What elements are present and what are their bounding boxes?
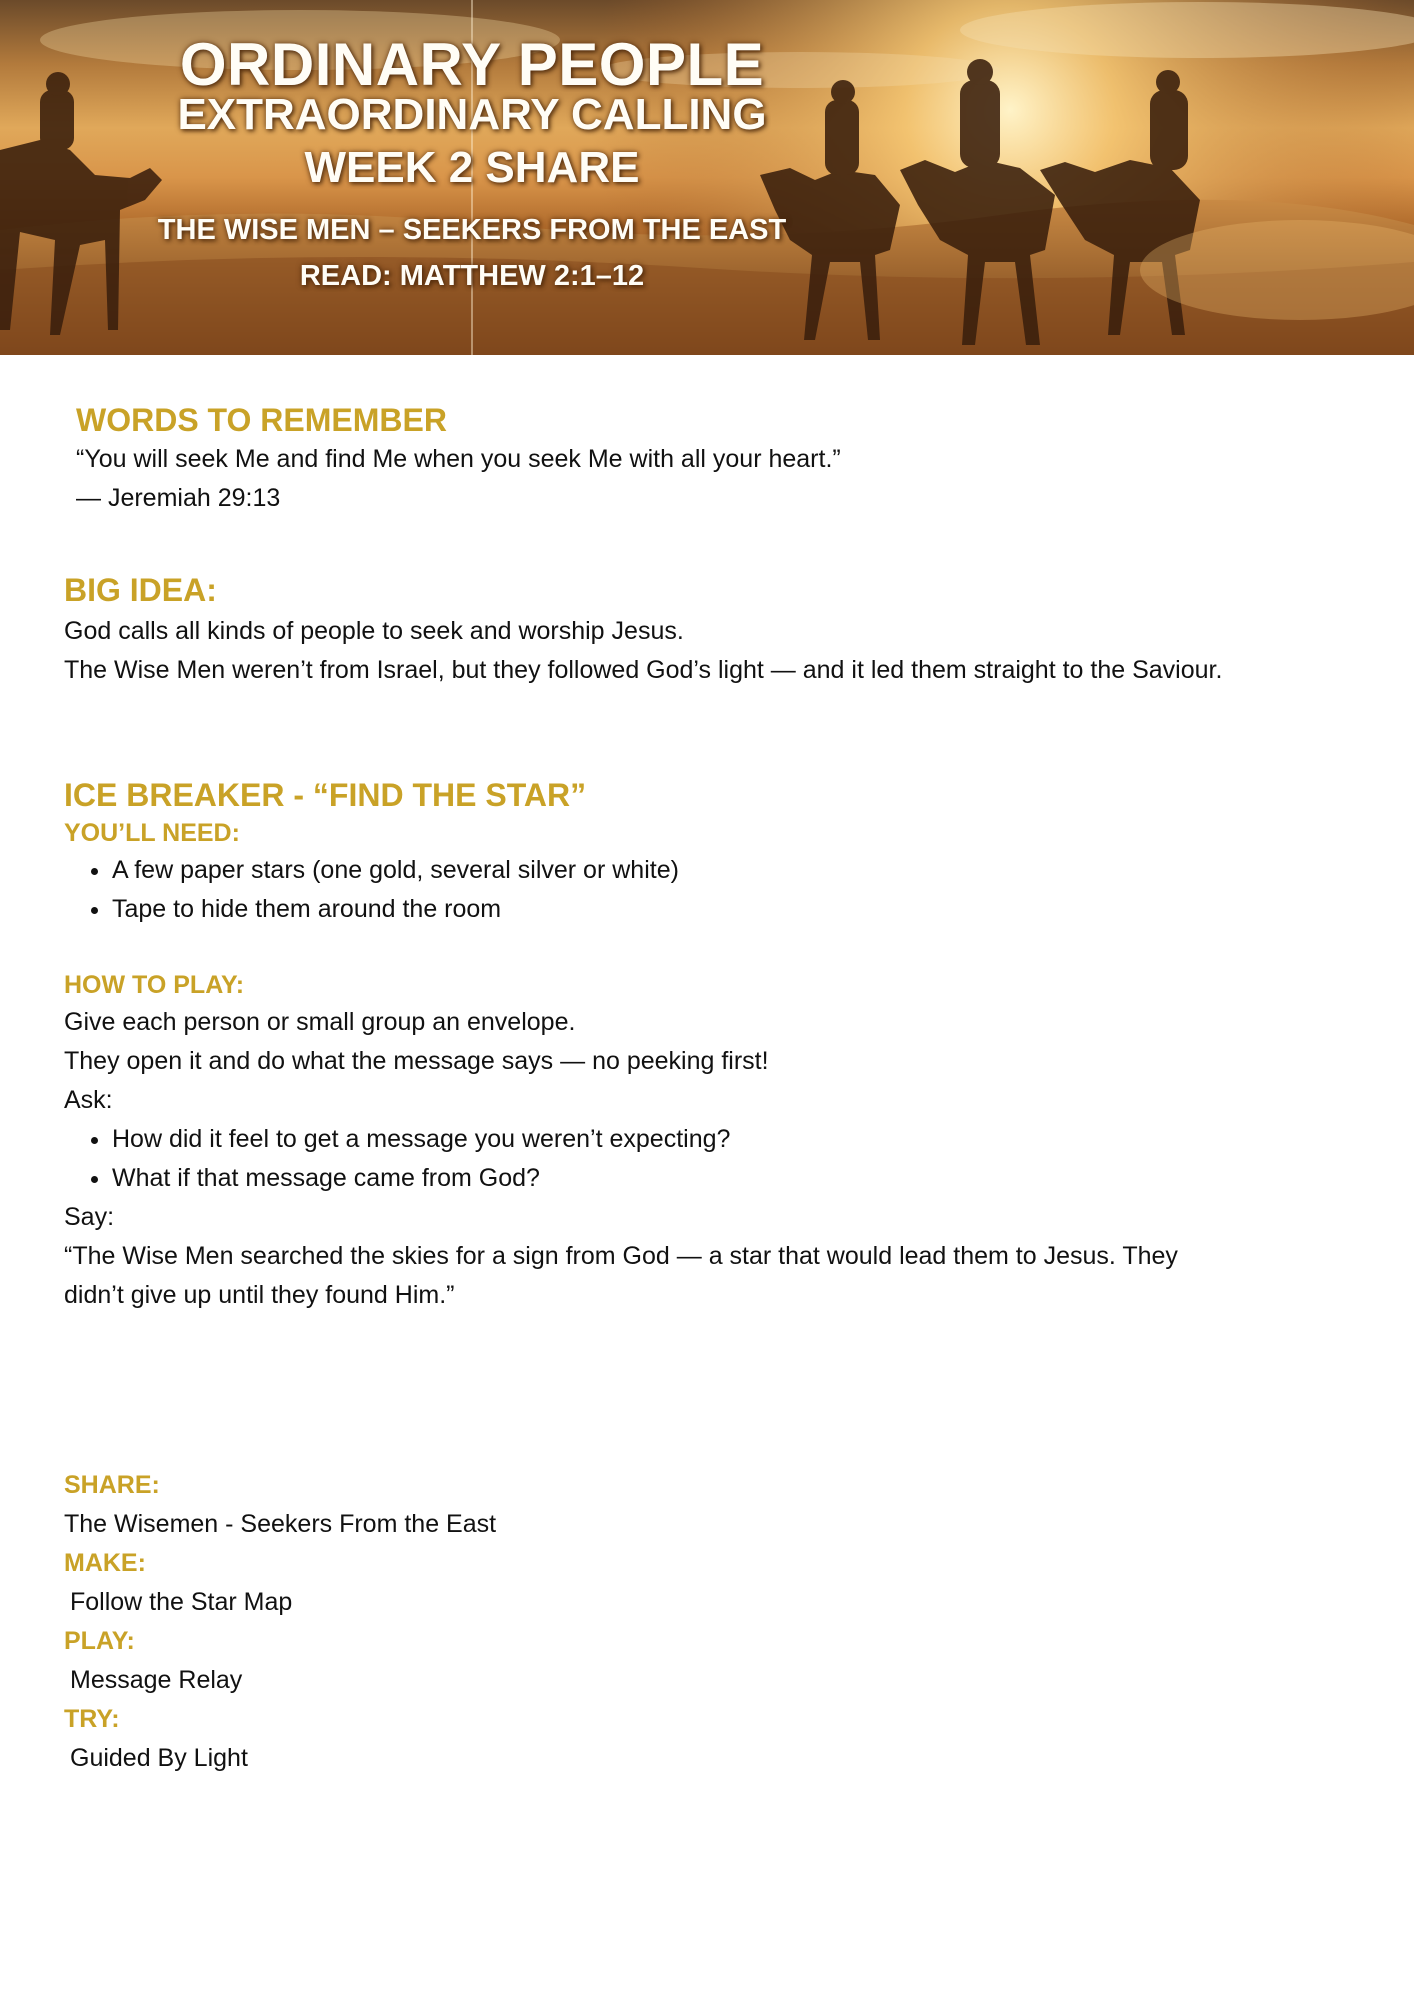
ask-label: Ask: [64,1086,113,1114]
how-to-play-line2: They open it and do what the message says — no peeking first! [64,1047,769,1075]
try-heading: TRY: [64,1705,120,1733]
banner-subtitle: THE WISE MEN – SEEKERS FROM THE EAST [157,214,787,246]
activities-section [64,1466,1364,1778]
youll-need-heading: YOU’LL NEED: [64,819,240,847]
banner-title-line1: ORDINARY PEOPLE [179,31,765,98]
ice-breaker-section [64,775,1364,1315]
make-heading: MAKE: [64,1549,146,1577]
play-text: Message Relay [70,1666,243,1694]
say-quote-line1: “The Wise Men searched the skies for a sign from God — a star that would lead them to Jesus. They [64,1242,1178,1270]
say-label: Say: [64,1203,115,1231]
say-quote-line2: didn’t give up until they found Him.” [64,1281,455,1309]
make-text: Follow the Star Map [70,1588,293,1616]
try-text: Guided By Light [70,1744,248,1772]
share-text: The Wisemen - Seekers From the East [64,1510,497,1538]
big-idea-line1: God calls all kinds of people to seek and worship Jesus. [64,617,684,645]
banner-title-line3: WEEK 2 SHARE [304,143,640,192]
share-heading: SHARE: [64,1471,160,1499]
ask-questions-list [64,1120,1364,1198]
play-heading: PLAY: [64,1627,135,1655]
banner-scripture-reference: READ: MATTHEW 2:1–12 [299,260,645,292]
memory-verse: “You will seek Me and find Me when you seek Me with all your heart.” [76,445,841,473]
words-to-remember-section [76,400,1376,518]
ice-breaker-heading: ICE BREAKER - “FIND THE STAR” [64,777,587,813]
youll-need-list [64,851,1364,929]
list-item: • Tape to hide them around the room [112,890,1364,929]
big-idea-heading: BIG IDEA: [64,572,217,608]
list-item: • What if that message came from God? [112,1159,1364,1198]
how-to-play-line1: Give each person or small group an envelope. [64,1008,576,1036]
banner-title-line2: EXTRAORDINARY CALLING [177,90,767,139]
header-banner [0,0,1414,355]
big-idea-line2: The Wise Men weren’t from Israel, but they followed God’s light — and it led them straight to the Saviour. [64,656,1223,684]
words-to-remember-heading: WORDS TO REMEMBER [76,402,447,438]
memory-verse-reference: — Jeremiah 29:13 [76,484,281,512]
list-item: • A few paper stars (one gold, several silver or white) [112,851,1364,890]
how-to-play-heading: HOW TO PLAY: [64,971,245,999]
big-idea-section [64,570,1364,690]
list-item: • How did it feel to get a message you weren’t expecting? [112,1120,1364,1159]
